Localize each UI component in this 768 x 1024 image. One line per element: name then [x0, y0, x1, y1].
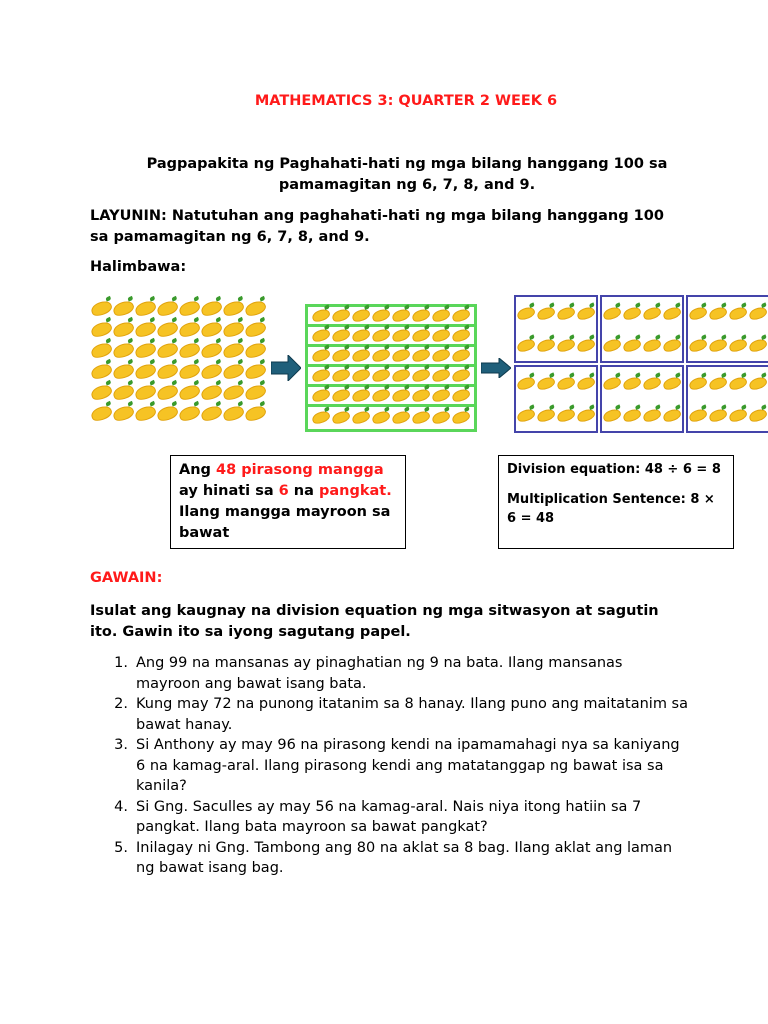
- mango-icon: [411, 327, 432, 344]
- mango-icon: [622, 337, 643, 354]
- problem-box: [170, 455, 406, 549]
- mango-icon: [133, 383, 157, 403]
- mango-icon: [177, 404, 201, 424]
- answer-box: [498, 455, 734, 549]
- mango-icon: [451, 409, 472, 426]
- problem-highlight-divisor: 6: [278, 483, 289, 499]
- mango-icon: [111, 320, 135, 340]
- mango-icon: [708, 375, 729, 392]
- mango-icon: [451, 347, 472, 364]
- mango-icon: [748, 305, 768, 322]
- mango-icon: [311, 327, 332, 344]
- mango-icon: [451, 367, 472, 384]
- mango-icon: [111, 341, 135, 361]
- list-item-number: 4.: [114, 798, 128, 815]
- list-item-text: Inilagay ni Gng. Tambong ang 80 na aklat sa 8 bag. Ilang aklat ang laman ng bawat isang bag.: [136, 839, 673, 876]
- mango-icon: [622, 305, 643, 322]
- mango-icon: [431, 327, 452, 344]
- list-item: [90, 694, 690, 735]
- mango-icon: [451, 327, 472, 344]
- right-arrow-icon: [271, 355, 301, 381]
- mango-icon: [177, 341, 201, 361]
- list-item-number: 5.: [114, 839, 128, 856]
- mango-icon: [576, 375, 597, 392]
- list-item: [90, 838, 690, 879]
- mango-icon: [516, 407, 537, 424]
- mango-icon: [536, 337, 557, 354]
- mango-icon: [431, 387, 452, 404]
- mango-icon: [351, 409, 372, 426]
- mango-icon: [111, 299, 135, 319]
- mango-icon: [411, 367, 432, 384]
- mango-icon: [576, 305, 597, 322]
- mango-icon: [243, 383, 267, 403]
- mango-icon: [391, 409, 412, 426]
- mango-icon: [556, 305, 577, 322]
- mango-icon: [411, 307, 432, 324]
- mango-icon: [411, 387, 432, 404]
- mango-icon: [371, 409, 392, 426]
- list-item-text: Kung may 72 na punong itatanim sa 8 hanay. Ilang puno ang maitatanim sa bawat hanay.: [136, 696, 688, 733]
- mango-icon: [451, 387, 472, 404]
- example-label: Halimbawa:: [90, 259, 187, 275]
- mango-icon: [371, 367, 392, 384]
- mango-icon: [431, 347, 452, 364]
- mango-icon: [133, 404, 157, 424]
- mango-icon: [576, 337, 597, 354]
- mango-icon: [221, 341, 245, 361]
- mango-icon: [602, 407, 623, 424]
- page-header-title: MATHEMATICS 3: QUARTER 2 WEEK 6: [254, 93, 558, 109]
- mango-icon: [155, 362, 179, 382]
- mango-icon: [642, 407, 663, 424]
- mango-icon: [199, 341, 223, 361]
- mango-set-cell: [600, 295, 684, 363]
- lesson-subtitle: Pagpapakita ng Paghahati-hati ng mga bilang hanggang 100 sa pamamagitan ng 6, 7, 8, and 9.: [146, 156, 668, 193]
- mango-icon: [622, 407, 643, 424]
- mango-icon: [688, 407, 709, 424]
- mango-icon: [728, 375, 749, 392]
- mango-icon: [221, 362, 245, 382]
- mango-icon: [536, 305, 557, 322]
- mango-icon: [602, 375, 623, 392]
- list-item-text: Si Gng. Saculles ay may 56 na kamag-aral. Nais niya itong hatiin sa 7 pangkat. Ilang bata mayroon sa bawat pangkat?: [136, 798, 642, 835]
- mango-icon: [199, 320, 223, 340]
- right-arrow-icon: [481, 358, 511, 378]
- mango-icon: [199, 404, 223, 424]
- list-item: [90, 653, 690, 694]
- mango-icon: [516, 305, 537, 322]
- mango-icon: [89, 341, 113, 361]
- mango-set-cell: [514, 295, 598, 363]
- mango-icon: [177, 362, 201, 382]
- mango-icon: [391, 367, 412, 384]
- mango-group-row: [308, 407, 474, 427]
- mango-icon: [556, 407, 577, 424]
- mango-icon: [199, 383, 223, 403]
- mango-icon: [536, 375, 557, 392]
- mango-icon: [111, 383, 135, 403]
- mango-icon: [351, 367, 372, 384]
- mango-icon: [331, 409, 352, 426]
- list-item-number: 2.: [114, 696, 128, 712]
- list-item-number: 3.: [114, 737, 128, 753]
- mango-groups-illustration: [305, 304, 477, 432]
- mango-icon: [431, 367, 452, 384]
- mango-icon: [708, 407, 729, 424]
- mango-icon: [351, 327, 372, 344]
- mango-icon: [221, 404, 245, 424]
- mango-icon: [371, 327, 392, 344]
- list-item-text: Si Anthony ay may 96 na pirasong kendi na ipamamahagi nya sa kaniyang 6 na kamag-aral. Ilang pirasong kendi ang matatanggap ng bawat isa sa kanila?: [136, 737, 680, 794]
- mango-set-cell: [686, 365, 768, 433]
- list-item-text: Ang 99 na mansanas ay pinaghatian ng 9 na bata. Ilang mansanas mayroon ang bawat isang bata.: [136, 655, 623, 692]
- mango-icon: [556, 375, 577, 392]
- mango-icon: [391, 327, 412, 344]
- mango-set-cell: [686, 295, 768, 363]
- mango-icon: [391, 387, 412, 404]
- mango-icon: [177, 383, 201, 403]
- mango-icon: [351, 387, 372, 404]
- mango-icon: [662, 375, 683, 392]
- mango-icon: [622, 375, 643, 392]
- mango-group-row: [308, 327, 474, 347]
- mango-set-cell: [600, 365, 684, 433]
- mango-icon: [221, 299, 245, 319]
- mango-icon: [155, 299, 179, 319]
- mango-icon: [89, 362, 113, 382]
- mango-icon: [516, 375, 537, 392]
- list-item-number: 1.: [114, 655, 128, 671]
- problem-highlight-group: pangkat.: [318, 483, 392, 499]
- objective-label: LAYUNIN:: [90, 208, 167, 224]
- problem-text-4: Ilang mangga mayroon sa bawat: [179, 504, 391, 541]
- mango-icon: [728, 407, 749, 424]
- mango-icon: [89, 404, 113, 424]
- mango-icon: [133, 320, 157, 340]
- mango-icon: [221, 383, 245, 403]
- mango-icon: [371, 387, 392, 404]
- mango-icon: [243, 299, 267, 319]
- mango-icon: [133, 299, 157, 319]
- mango-icon: [89, 320, 113, 340]
- activity-instruction: Isulat ang kaugnay na division equation ng mga sitwasyon at sagutin ito. Gawin ito sa iyong sagutang papel.: [90, 603, 659, 640]
- activity-label: GAWAIN:: [90, 570, 163, 586]
- mango-icon: [602, 305, 623, 322]
- mango-icon: [411, 409, 432, 426]
- mango-icon: [311, 347, 332, 364]
- mango-icon: [331, 327, 352, 344]
- mango-icon: [351, 307, 372, 324]
- mango-icon: [331, 367, 352, 384]
- mango-icon: [576, 407, 597, 424]
- mango-icon: [199, 362, 223, 382]
- mango-icon: [662, 407, 683, 424]
- mango-group-row: [308, 347, 474, 367]
- mango-icon: [371, 307, 392, 324]
- mango-icon: [451, 307, 472, 324]
- mango-group-row: [308, 307, 474, 327]
- mango-icon: [662, 305, 683, 322]
- division-equation: Division equation: 48 ÷ 6 = 8: [507, 462, 721, 477]
- mango-icon: [748, 407, 768, 424]
- mango-icon: [391, 307, 412, 324]
- mango-icon: [642, 375, 663, 392]
- multiplication-sentence: Multiplication Sentence: 8 × 6 = 48: [507, 492, 715, 526]
- mango-icon: [688, 337, 709, 354]
- mango-icon: [331, 387, 352, 404]
- mango-icon: [111, 404, 135, 424]
- mango-icon: [221, 320, 245, 340]
- mango-icon: [311, 307, 332, 324]
- mango-icon: [133, 362, 157, 382]
- list-item: [90, 797, 690, 838]
- mango-icon: [662, 337, 683, 354]
- mango-icon: [642, 337, 663, 354]
- mango-icon: [155, 341, 179, 361]
- mango-icon: [311, 409, 332, 426]
- mango-icon: [351, 347, 372, 364]
- mango-icon: [243, 404, 267, 424]
- mango-icon: [708, 337, 729, 354]
- mango-icon: [708, 305, 729, 322]
- mango-icon: [431, 409, 452, 426]
- mango-icon: [688, 375, 709, 392]
- problem-text-3: na: [288, 483, 319, 499]
- mango-icon: [89, 299, 113, 319]
- objective-text: Natutuhan ang paghahati-hati ng mga bilang hanggang 100 sa pamamagitan ng 6, 7, 8, and 9.: [90, 208, 664, 245]
- mango-icon: [243, 341, 267, 361]
- mango-icon: [155, 320, 179, 340]
- problem-text-1: Ang: [179, 462, 216, 478]
- mango-icon: [748, 337, 768, 354]
- mango-group-row: [308, 367, 474, 387]
- mango-icon: [199, 299, 223, 319]
- mango-icon: [556, 337, 577, 354]
- mango-icon: [431, 307, 452, 324]
- mango-icon: [536, 407, 557, 424]
- mango-icon: [331, 307, 352, 324]
- mango-icon: [728, 305, 749, 322]
- mango-set-cell: [514, 365, 598, 433]
- mango-icon: [155, 383, 179, 403]
- mango-icon: [516, 337, 537, 354]
- mango-icon: [728, 337, 749, 354]
- mango-icon: [688, 305, 709, 322]
- mango-icon: [642, 305, 663, 322]
- mango-icon: [311, 387, 332, 404]
- mango-pile-illustration: [90, 298, 270, 434]
- mango-icon: [111, 362, 135, 382]
- mango-icon: [133, 341, 157, 361]
- mango-icon: [311, 367, 332, 384]
- mango-icon: [331, 347, 352, 364]
- mango-group-row: [308, 387, 474, 407]
- activity-list: [90, 653, 690, 879]
- problem-text-2: ay hinati sa: [179, 483, 279, 499]
- mango-icon: [748, 375, 768, 392]
- mango-icon: [391, 347, 412, 364]
- mango-icon: [243, 320, 267, 340]
- mango-icon: [155, 404, 179, 424]
- mango-icon: [371, 347, 392, 364]
- mango-icon: [411, 347, 432, 364]
- mango-icon: [243, 362, 267, 382]
- mango-icon: [89, 383, 113, 403]
- mango-icon: [177, 299, 201, 319]
- list-item: [90, 735, 690, 797]
- objective-paragraph: [90, 206, 670, 248]
- mango-icon: [177, 320, 201, 340]
- mango-sets-illustration: [514, 295, 734, 433]
- mango-icon: [602, 337, 623, 354]
- problem-highlight-quantity: 48 pirasong mangga: [215, 462, 384, 478]
